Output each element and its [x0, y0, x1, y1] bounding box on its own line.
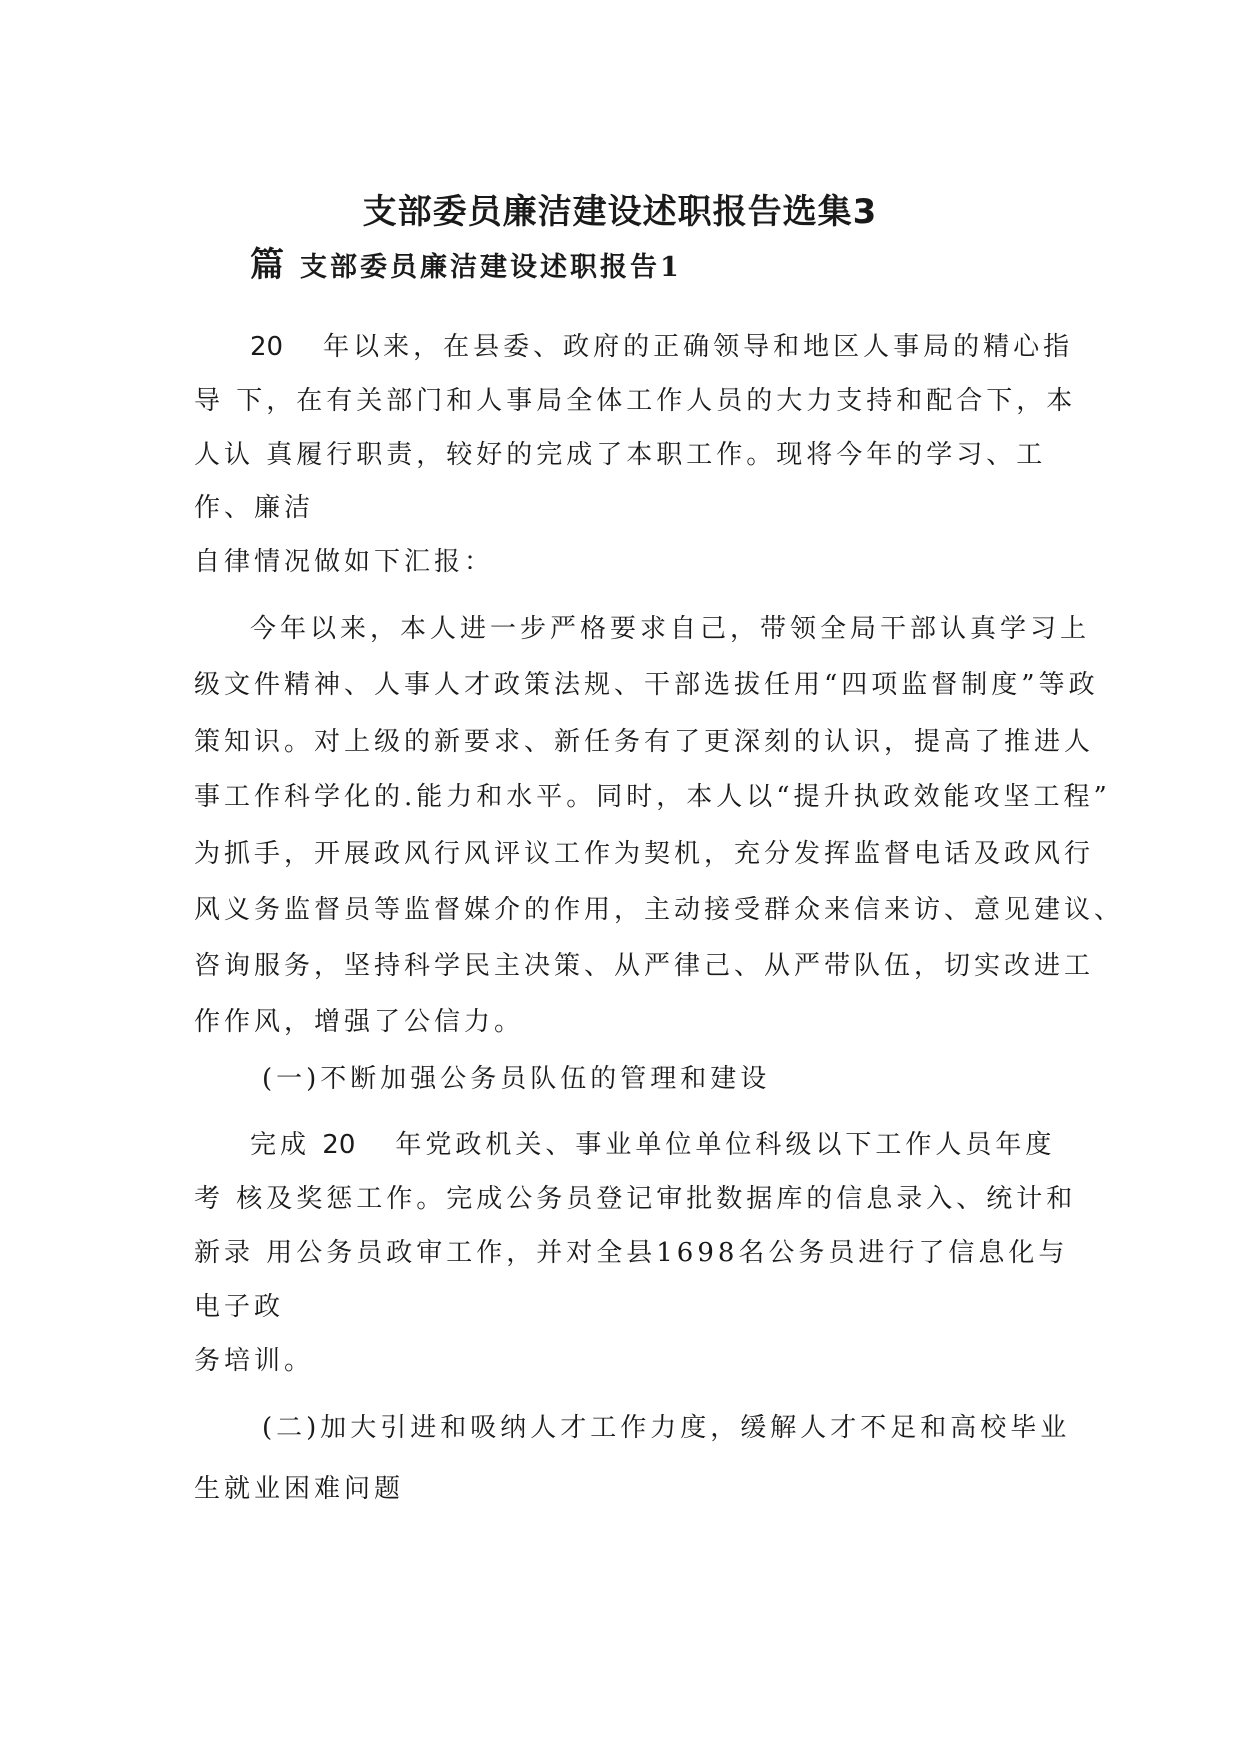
- paragraph-line: 人认 真履行职责，较好的完成了本职工作。现将今年的学习、工: [194, 440, 1047, 470]
- paragraph-line: 今年以来，本人进一步严格要求自己，带领全局干部认真学习上: [250, 614, 1091, 644]
- section-heading: (二)加大引进和吸纳人才工作力度，缓解人才不足和高校毕业: [262, 1413, 1071, 1443]
- paragraph-line: 事工作科学化的.能力和水平。同时，本人以“提升执政效能攻坚工程”: [194, 782, 1111, 812]
- year-number: 20: [250, 332, 284, 362]
- paragraph-line: 务培训。: [194, 1346, 315, 1376]
- paragraph-text: 年党政机关、事业单位单位科级以下工作人员年度: [395, 1130, 1056, 1160]
- paragraph-line: 为抓手，开展政风行风评议工作为契机，充分发挥监督电话及政风行: [194, 839, 1095, 869]
- year-number: 20: [322, 1130, 356, 1160]
- paragraph-text: 年以来，在县委、政府的正确领导和地区人事局的精心指: [323, 332, 1074, 362]
- paragraph-line: 自律情况做如下汇报：: [194, 547, 495, 577]
- chapter-marker: 篇: [250, 245, 284, 285]
- paragraph-text: 完成: [250, 1130, 311, 1160]
- paragraph-line: [250, 330, 1073, 364]
- paragraph-line: 新录 用公务员政审工作，并对全县1698名公务员进行了信息化与: [194, 1238, 1069, 1268]
- paragraph-line: 级文件精神、人事人才政策法规、干部选拔任用“四项监督制度”等政: [194, 670, 1099, 700]
- paragraph-line: 导 下，在有关部门和人事局全体工作人员的大力支持和配合下，本: [194, 386, 1077, 416]
- document-title: 支部委员廉洁建设述职报告选集3: [362, 192, 878, 232]
- section-heading: (一)不断加强公务员队伍的管理和建设: [262, 1064, 771, 1094]
- paragraph-line: 风义务监督员等监督媒介的作用，主动接受群众来信来访、意见建议、: [194, 895, 1125, 925]
- paragraph-line: 考 核及奖惩工作。完成公务员登记审批数据库的信息录入、统计和: [194, 1184, 1077, 1214]
- paragraph-line: [250, 1128, 1055, 1162]
- paragraph-line: 作作风，增强了公信力。: [194, 1007, 525, 1037]
- section-heading-continued: 生就业困难问题: [194, 1474, 405, 1504]
- paragraph-line: 策知识。对上级的新要求、新任务有了更深刻的认识，提高了推进人: [194, 727, 1095, 757]
- paragraph-line: 作、廉洁: [194, 493, 315, 523]
- subtitle-text: 支部委员廉洁建设述职报告1: [300, 252, 682, 283]
- section-subtitle: [250, 245, 682, 285]
- paragraph-line: 咨询服务，坚持科学民主决策、从严律己、从严带队伍，切实改进工: [194, 951, 1095, 981]
- paragraph-line: 电子政: [194, 1292, 285, 1322]
